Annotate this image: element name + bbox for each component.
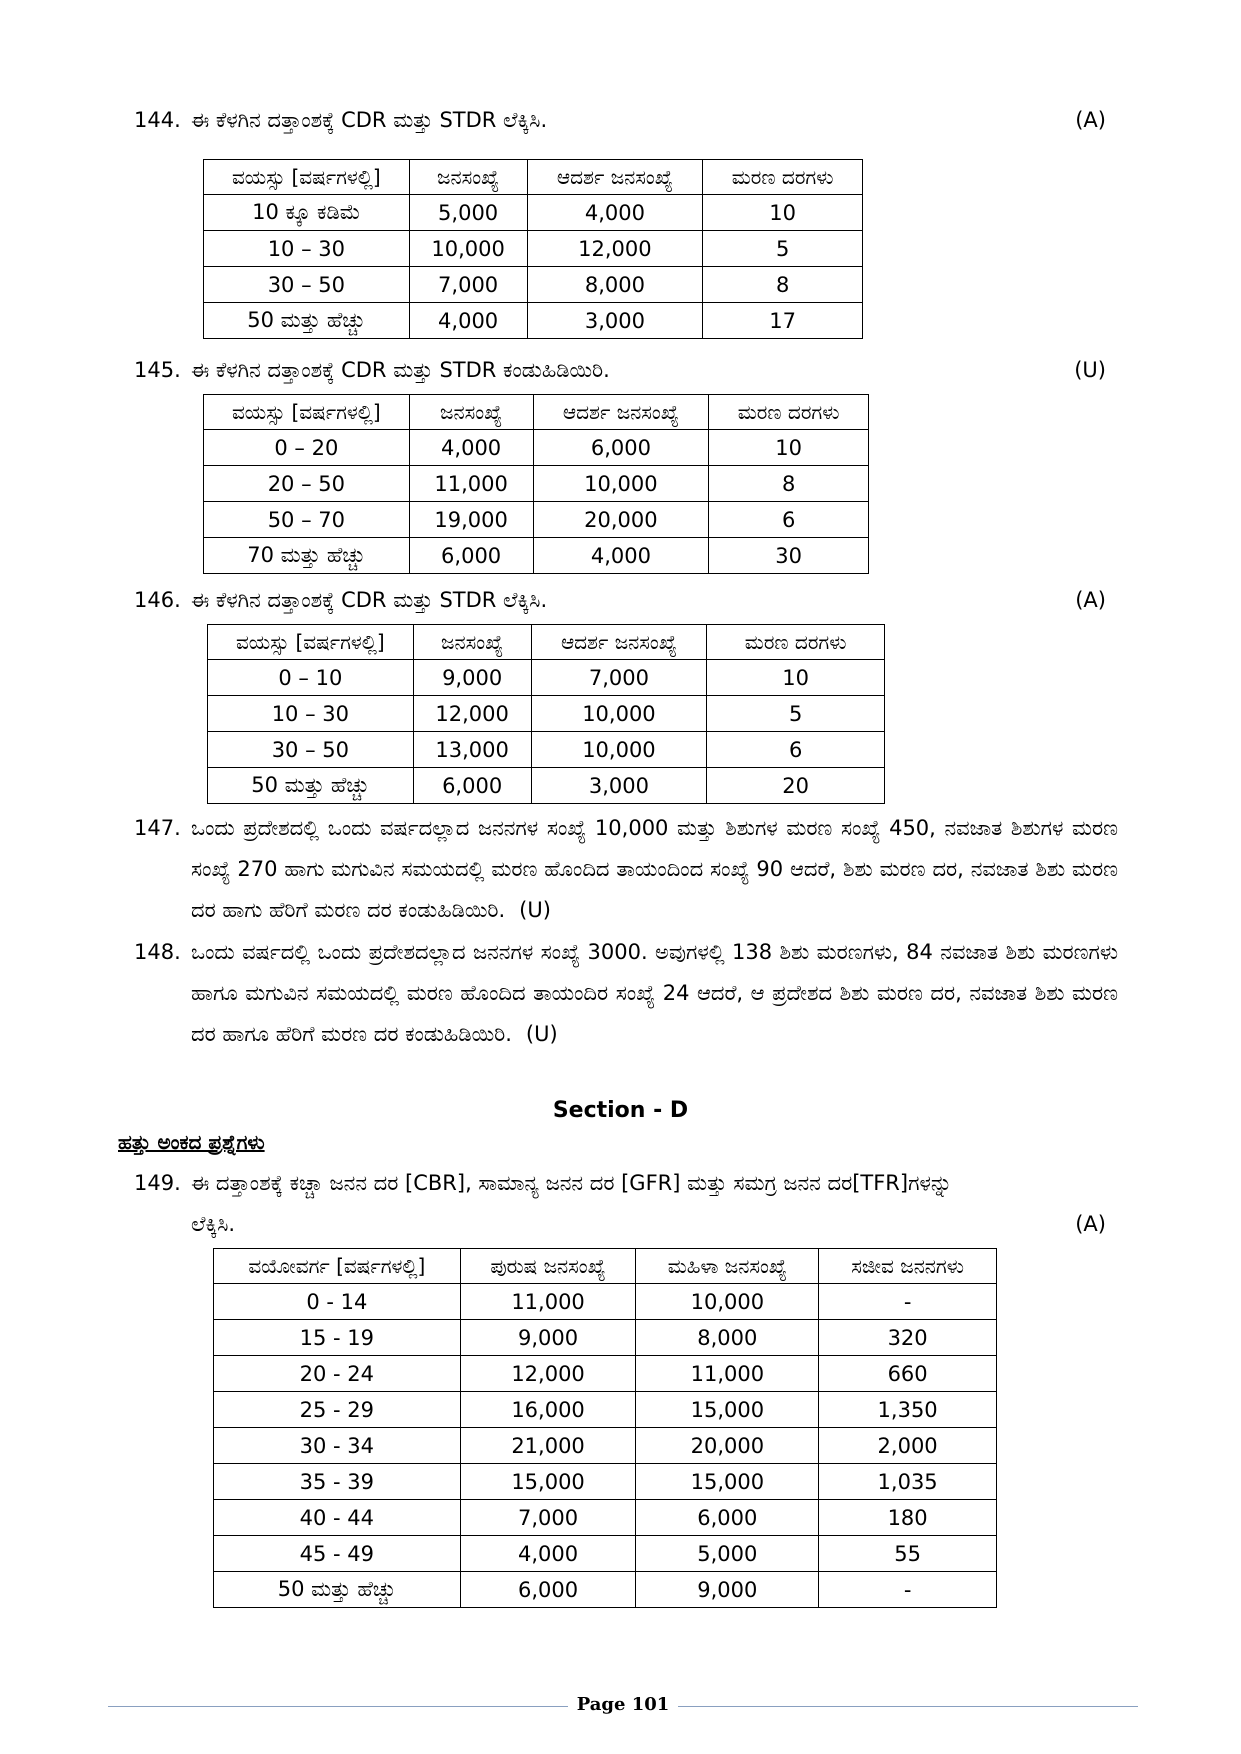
table-cell: 35 - 39 <box>214 1464 461 1500</box>
table-cell: 13,000 <box>413 732 531 768</box>
table-cell: 4,000 <box>409 430 533 466</box>
table-q144 <box>203 159 863 339</box>
table-header-cell: ಜನಸಂಖ್ಯೆ <box>409 160 527 195</box>
table-cell: 15,000 <box>636 1392 819 1428</box>
table-cell: 11,000 <box>409 466 533 502</box>
table-cell: 40 - 44 <box>214 1500 461 1536</box>
table-cell: 15,000 <box>636 1464 819 1500</box>
table-row <box>214 1572 997 1608</box>
table-cell: 70 ಮತ್ತು ಹೆಚ್ಚು <box>204 538 410 574</box>
table-cell: 9,000 <box>636 1572 819 1608</box>
table-cell: 7,000 <box>409 267 527 303</box>
table-cell: 4,000 <box>409 303 527 339</box>
table-cell: 8 <box>703 267 863 303</box>
table-cell: 1,350 <box>819 1392 997 1428</box>
table-cell: 12,000 <box>413 696 531 732</box>
table-cell: 20 - 24 <box>214 1356 461 1392</box>
table-cell: 5 <box>707 696 885 732</box>
table-cell: 10 <box>709 430 869 466</box>
table-cell: 4,000 <box>527 195 703 231</box>
table-cell: - <box>819 1284 997 1320</box>
table-cell: 16,000 <box>460 1392 636 1428</box>
table-row <box>204 195 863 231</box>
table-cell: 50 ಮತ್ತು ಹೆಚ್ಚು <box>204 303 410 339</box>
table-cell: 660 <box>819 1356 997 1392</box>
table-header-cell: ವಯಸ್ಸು [ವರ್ಷಗಳಲ್ಲಿ] <box>204 160 410 195</box>
table-cell: 45 - 49 <box>214 1536 461 1572</box>
table-header-cell: ವಯಸ್ಸು [ವರ್ಷಗಳಲ್ಲಿ] <box>208 625 414 660</box>
table-row <box>214 1428 997 1464</box>
table-cell: 50 ಮತ್ತು ಹೆಚ್ಚು <box>208 768 414 804</box>
table-cell: 7,000 <box>460 1500 636 1536</box>
table-header-cell: ಮರಣ ದರಗಳು <box>703 160 863 195</box>
table-row <box>204 430 869 466</box>
table-header-cell: ವಯಸ್ಸು [ವರ್ಷಗಳಲ್ಲಿ] <box>204 395 410 430</box>
question-text: ಒಂದು ವರ್ಷದಲ್ಲಿ ಒಂದು ಪ್ರದೇಶದಲ್ಲಾದ ಜನನಗಳ ಸಂಖ್ಯೆ 3000. ಅವುಗಳಲ್ಲಿ 138 ಶಿಶು ಮರಣಗಳು, 84 ನವಜಾತ ಶಿಶು ಮರಣಗಳು ಹಾಗೂ ಮಗುವಿನ ಸಮಯದಲ್ಲಿ ಮರಣ ಹೊಂದಿದ ತಾಯಂದಿರ ಸಂಖ್ಯೆ 24 ಆದರೆ, ಆ ಪ್ರದೇಶದ ಶಿಶು ಮರಣ ದರ, ನವಜಾತ ಶಿಶು ಮರಣ ದರ ಹಾಗೂ ಹೆರಿಗೆ ಮರಣ ದರ ಕಂಡುಹಿಡಿಯಿರಿ. <box>191 940 1118 1046</box>
question-147 <box>134 808 1118 931</box>
table-header-cell: ಸಜೀವ ಜನನಗಳು <box>819 1249 997 1284</box>
question-144 <box>134 104 1106 136</box>
table-cell: 10 <box>707 660 885 696</box>
table-q149 <box>213 1248 997 1608</box>
table-cell: 6,000 <box>636 1500 819 1536</box>
table-row <box>214 1464 997 1500</box>
table-cell: 4,000 <box>460 1536 636 1572</box>
table-row <box>214 1284 997 1320</box>
table-header-cell: ಆದರ್ಶ ಜನಸಂಖ್ಯೆ <box>527 160 703 195</box>
table-cell: 10,000 <box>533 466 709 502</box>
section-title: Section - D <box>552 1098 689 1123</box>
table-cell: 10 ಕ್ಕೂ ಕಡಿಮೆ <box>204 195 410 231</box>
table-row <box>204 466 869 502</box>
table-header-cell: ಆದರ್ಶ ಜನಸಂಖ್ಯೆ <box>533 395 709 430</box>
question-text: ಒಂದು ಪ್ರದೇಶದಲ್ಲಿ ಒಂದು ವರ್ಷದಲ್ಲಾದ ಜನನಗಳ ಸಂಖ್ಯೆ 10,000 ಮತ್ತು ಶಿಶುಗಳ ಮರಣ ಸಂಖ್ಯೆ 450, ನವಜಾತ ಶಿಶುಗಳ ಮರಣ ಸಂಖ್ಯೆ 270 ಹಾಗು ಮಗುವಿನ ಸಮಯದಲ್ಲಿ ಮರಣ ಹೊಂದಿದ ತಾಯಂದಿಂದ ಸಂಖ್ಯೆ 90 ಆದರೆ, ಶಿಶು ಮರಣ ದರ, ನವಜಾತ ಶಿಶು ಮರಣ ದರ ಹಾಗು ಹೆರಿಗೆ ಮರಣ ದರ ಕಂಡುಹಿಡಿಯಿರಿ. <box>191 816 1118 922</box>
table-cell: 5,000 <box>636 1536 819 1572</box>
question-text: ಈ ಕೆಳಗಿನ ದತ್ತಾಂಶಕ್ಕೆ CDR ಮತ್ತು STDR ಲೆಕ್ಕಿಸಿ. <box>191 588 548 612</box>
question-tag: (U) <box>1074 358 1106 382</box>
table-cell: 0 - 14 <box>214 1284 461 1320</box>
table-row <box>204 267 863 303</box>
question-number: 149. <box>134 1171 181 1195</box>
table-cell: 10,000 <box>531 732 707 768</box>
question-number: 145. <box>134 358 181 382</box>
page-footer <box>108 1694 1138 1718</box>
table-cell: 12,000 <box>460 1356 636 1392</box>
page-number: Page 101 <box>576 1694 670 1715</box>
table-row <box>214 1536 997 1572</box>
table-cell: 10 – 30 <box>208 696 414 732</box>
table-row <box>208 696 885 732</box>
table-cell: 50 – 70 <box>204 502 410 538</box>
table-cell: 6,000 <box>460 1572 636 1608</box>
table-row <box>214 1356 997 1392</box>
table-cell: 4,000 <box>533 538 709 574</box>
table-header-row <box>204 395 869 430</box>
table-header-cell: ಮರಣ ದರಗಳು <box>707 625 885 660</box>
question-text: ಈ ದತ್ತಾಂಶಕ್ಕೆ ಕಚ್ಚಾ ಜನನ ದರ [CBR], ಸಾಮಾನ್ಯ ಜನನ ದರ [GFR] ಮತ್ತು ಸಮಗ್ರ ಜನನ ದರ[TFR]ಗಳನ್ನು <box>191 1171 953 1195</box>
table-cell: 30 – 50 <box>208 732 414 768</box>
table-cell: 10,000 <box>636 1284 819 1320</box>
table-cell: 15 - 19 <box>214 1320 461 1356</box>
question-number: 148. <box>134 940 181 964</box>
table-cell: 15,000 <box>460 1464 636 1500</box>
question-tag: (U) <box>525 1022 558 1046</box>
table-header-cell: ಮಹಿಳಾ ಜನಸಂಖ್ಯೆ <box>636 1249 819 1284</box>
table-cell: 20 – 50 <box>204 466 410 502</box>
table-cell: 6,000 <box>413 768 531 804</box>
table-cell: 12,000 <box>527 231 703 267</box>
table-header-row <box>208 625 885 660</box>
table-cell: 10 – 30 <box>204 231 410 267</box>
table-cell: 20,000 <box>636 1428 819 1464</box>
table-cell: 8,000 <box>527 267 703 303</box>
table-cell: 55 <box>819 1536 997 1572</box>
table-cell: - <box>819 1572 997 1608</box>
question-148 <box>134 932 1118 1055</box>
table-cell: 9,000 <box>413 660 531 696</box>
table-cell: 180 <box>819 1500 997 1536</box>
table-cell: 6,000 <box>409 538 533 574</box>
table-cell: 25 - 29 <box>214 1392 461 1428</box>
table-cell: 10,000 <box>409 231 527 267</box>
table-cell: 50 ಮತ್ತು ಹೆಚ್ಚು <box>214 1572 461 1608</box>
table-header-cell: ವಯೋವರ್ಗ [ವರ್ಷಗಳಲ್ಲಿ] <box>214 1249 461 1284</box>
table-cell: 6 <box>707 732 885 768</box>
table-cell: 3,000 <box>527 303 703 339</box>
table-cell: 8 <box>709 466 869 502</box>
table-cell: 9,000 <box>460 1320 636 1356</box>
table-row <box>208 768 885 804</box>
table-q146 <box>207 624 885 804</box>
question-146 <box>134 584 1106 616</box>
table-cell: 5 <box>703 231 863 267</box>
table-cell: 5,000 <box>409 195 527 231</box>
table-cell: 3,000 <box>531 768 707 804</box>
table-row <box>214 1392 997 1428</box>
table-cell: 6,000 <box>533 430 709 466</box>
table-cell: 10 <box>703 195 863 231</box>
table-cell: 21,000 <box>460 1428 636 1464</box>
table-cell: 30 – 50 <box>204 267 410 303</box>
question-145 <box>134 354 1106 386</box>
table-cell: 0 – 20 <box>204 430 410 466</box>
question-149-cont <box>134 1208 1106 1240</box>
table-row <box>214 1320 997 1356</box>
table-cell: 11,000 <box>460 1284 636 1320</box>
question-number: 144. <box>134 108 181 132</box>
table-header-cell: ಜನಸಂಖ್ಯೆ <box>413 625 531 660</box>
question-text: ಲೆಕ್ಕಿಸಿ. <box>191 1212 236 1236</box>
table-cell: 30 - 34 <box>214 1428 461 1464</box>
table-row <box>208 732 885 768</box>
table-cell: 20 <box>707 768 885 804</box>
table-row <box>204 538 869 574</box>
question-tag: (A) <box>1075 108 1106 132</box>
table-row <box>204 231 863 267</box>
question-number: 147. <box>134 816 181 840</box>
table-row <box>208 660 885 696</box>
table-cell: 20,000 <box>533 502 709 538</box>
table-cell: 6 <box>709 502 869 538</box>
table-header-cell: ಆದರ್ಶ ಜನಸಂಖ್ಯೆ <box>531 625 707 660</box>
question-text: ಈ ಕೆಳಗಿನ ದತ್ತಾಂಶಕ್ಕೆ CDR ಮತ್ತು STDR ಕಂಡುಹಿಡಿಯಿರಿ. <box>191 358 610 382</box>
table-cell: 1,035 <box>819 1464 997 1500</box>
table-cell: 10,000 <box>531 696 707 732</box>
question-tag: (A) <box>1075 588 1106 612</box>
table-cell: 320 <box>819 1320 997 1356</box>
table-q145 <box>203 394 869 574</box>
question-tag: (U) <box>519 898 551 922</box>
table-header-cell: ಜನಸಂಖ್ಯೆ <box>409 395 533 430</box>
table-header-row <box>214 1249 997 1284</box>
table-cell: 7,000 <box>531 660 707 696</box>
table-cell: 17 <box>703 303 863 339</box>
table-header-row <box>204 160 863 195</box>
table-header-cell: ಪುರುಷ ಜನಸಂಖ್ಯೆ <box>460 1249 636 1284</box>
table-cell: 2,000 <box>819 1428 997 1464</box>
table-row <box>204 303 863 339</box>
table-cell: 11,000 <box>636 1356 819 1392</box>
section-subheading: ಹತ್ತು ಅಂಕದ ಪ್ರಶ್ನೆಗಳು <box>118 1130 265 1154</box>
table-cell: 19,000 <box>409 502 533 538</box>
table-row <box>204 502 869 538</box>
question-text: ಈ ಕೆಳಗಿನ ದತ್ತಾಂಶಕ್ಕೆ CDR ಮತ್ತು STDR ಲೆಕ್ಕಿಸಿ. <box>191 108 548 132</box>
question-149 <box>134 1167 1118 1199</box>
question-tag: (A) <box>1075 1212 1106 1236</box>
table-cell: 30 <box>709 538 869 574</box>
question-number: 146. <box>134 588 181 612</box>
table-cell: 0 – 10 <box>208 660 414 696</box>
table-row <box>214 1500 997 1536</box>
table-header-cell: ಮರಣ ದರಗಳು <box>709 395 869 430</box>
table-cell: 8,000 <box>636 1320 819 1356</box>
